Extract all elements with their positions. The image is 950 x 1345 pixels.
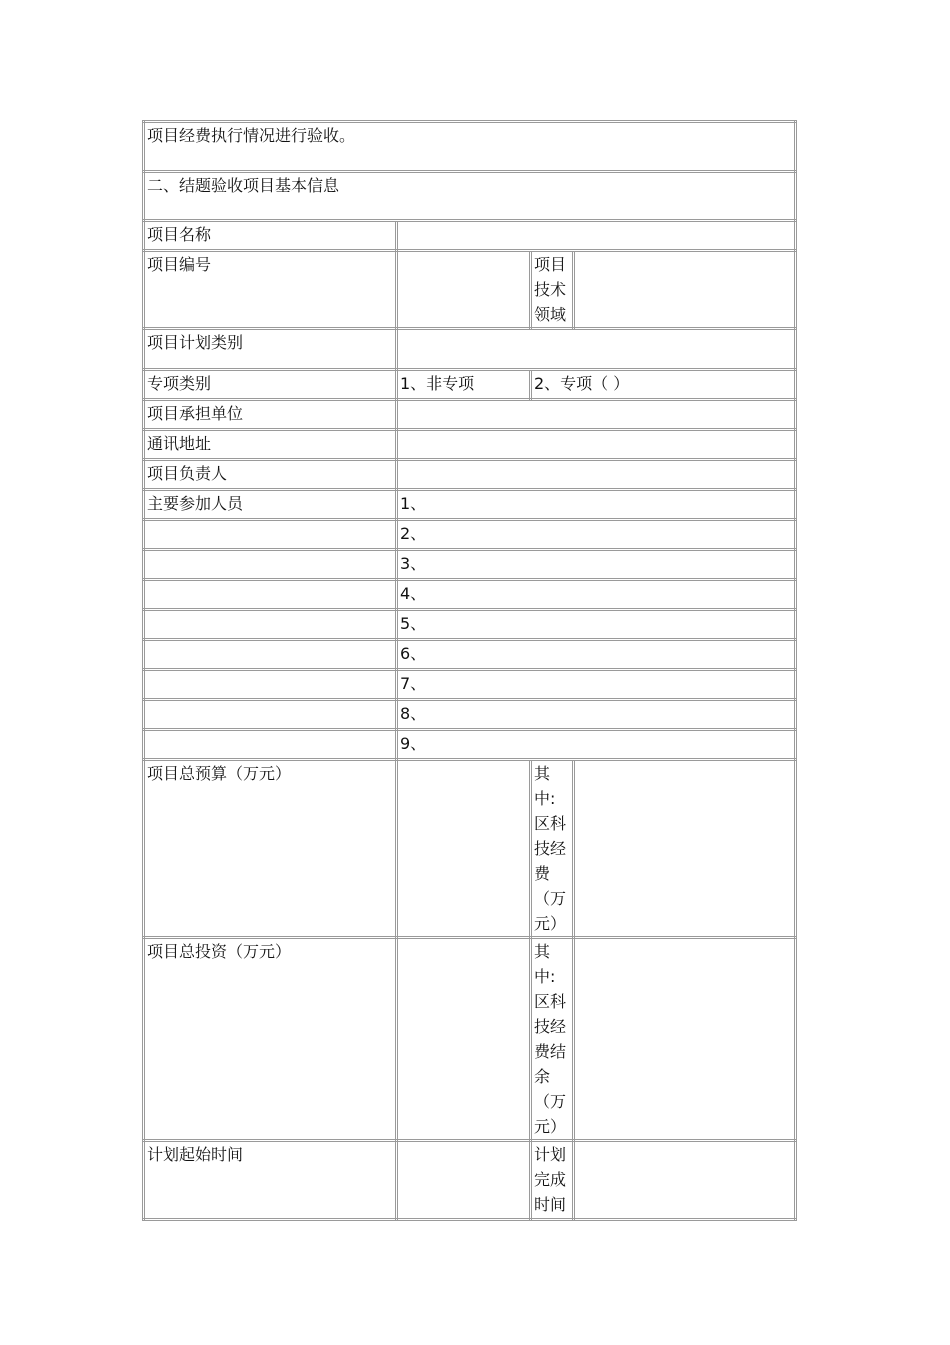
district-fund-balance-field[interactable] xyxy=(574,938,796,1141)
intro-line: 项目经费执行情况进行验收。 xyxy=(144,122,796,172)
tech-field-field[interactable] xyxy=(574,251,796,329)
tech-field-label: 项目技术领域 xyxy=(531,251,574,329)
participants-spacer xyxy=(144,700,397,730)
address-label: 通讯地址 xyxy=(144,430,397,460)
option-special[interactable]: 2、专项（ ） xyxy=(531,370,796,400)
plan-end-field[interactable] xyxy=(574,1141,796,1220)
undertaking-unit-field[interactable] xyxy=(397,400,796,430)
participant-entry[interactable]: 8、 xyxy=(397,700,796,730)
option-non-special[interactable]: 1、非专项 xyxy=(397,370,531,400)
participants-spacer xyxy=(144,580,397,610)
project-number-label: 项目编号 xyxy=(144,251,397,329)
plan-category-label: 项目计划类别 xyxy=(144,329,397,370)
participants-spacer xyxy=(144,550,397,580)
total-investment-label: 项目总投资（万元） xyxy=(144,938,397,1141)
section-title: 二、结题验收项目基本信息 xyxy=(144,172,796,221)
district-fund-label: 其中:区科技经费（万元） xyxy=(531,760,574,938)
participant-entry[interactable]: 3、 xyxy=(397,550,796,580)
project-name-label: 项目名称 xyxy=(144,221,397,251)
plan-category-field[interactable] xyxy=(397,329,796,370)
project-name-field[interactable] xyxy=(397,221,796,251)
district-fund-balance-label: 其中:区科技经费结余（万元） xyxy=(531,938,574,1141)
participant-entry[interactable]: 4、 xyxy=(397,580,796,610)
total-budget-label: 项目总预算（万元） xyxy=(144,760,397,938)
participants-spacer xyxy=(144,730,397,760)
participant-entry[interactable]: 9、 xyxy=(397,730,796,760)
special-category-label: 专项类别 xyxy=(144,370,397,400)
plan-start-label: 计划起始时间 xyxy=(144,1141,397,1220)
participant-entry[interactable]: 6、 xyxy=(397,640,796,670)
participant-entry[interactable]: 2、 xyxy=(397,520,796,550)
leader-field[interactable] xyxy=(397,460,796,490)
total-budget-field[interactable] xyxy=(397,760,531,938)
participant-entry[interactable]: 7、 xyxy=(397,670,796,700)
participants-spacer xyxy=(144,670,397,700)
leader-label: 项目负责人 xyxy=(144,460,397,490)
plan-start-field[interactable] xyxy=(397,1141,531,1220)
total-investment-field[interactable] xyxy=(397,938,531,1141)
undertaking-unit-label: 项目承担单位 xyxy=(144,400,397,430)
participants-spacer xyxy=(144,610,397,640)
project-number-field[interactable] xyxy=(397,251,531,329)
participant-entry[interactable]: 5、 xyxy=(397,610,796,640)
participants-spacer xyxy=(144,640,397,670)
participants-spacer xyxy=(144,520,397,550)
participant-entry[interactable]: 1、 xyxy=(397,490,796,520)
address-field[interactable] xyxy=(397,430,796,460)
project-info-table xyxy=(142,120,797,1221)
plan-end-label: 计划完成时间 xyxy=(531,1141,574,1220)
participants-label: 主要参加人员 xyxy=(144,490,397,520)
district-fund-field[interactable] xyxy=(574,760,796,938)
